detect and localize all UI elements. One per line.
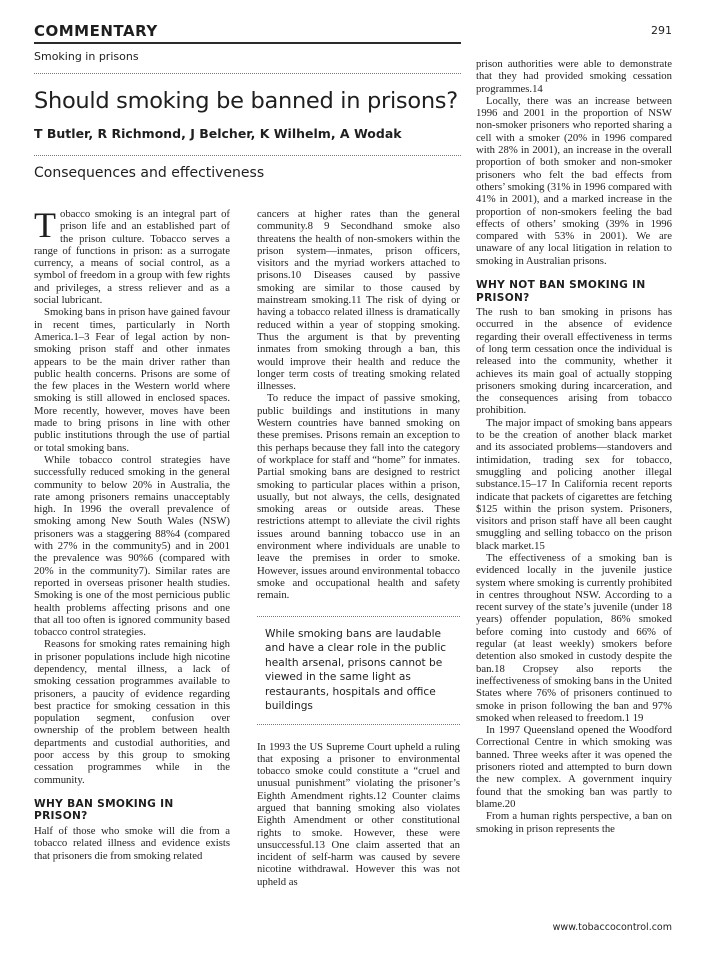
paragraph: In 1993 the US Supreme Court upheld a ruling that exposing a prisoner to environmental tobacco smoke could constitute a “cruel and unusual punishment” violating the prisoner’s Eighth Amendment rights.12 Counter claims argued that banning smoking also violates Eighth Amendment or other constitutional rights to smoke. However, these were unsuccessful.13 One claim asserted that an incident of self-harm was caused by severe nicotine withdrawal. However this was not upheld as bbox=[257, 740, 460, 888]
drop-cap: T bbox=[34, 205, 56, 245]
pull-quote: While smoking bans are laudable and have a clear role in the public health arsenal, prisons cannot be viewed in the same light as restaurants, hospitals and office buildings bbox=[257, 616, 460, 725]
paragraph: Locally, there was an increase between 1996 and 2001 in the proportion of NSW non-smoker prisoners who reported sharing a cell with a smoker (20% in 1996 compared with 28% in 2001), an increase in the overall proportion of both smoker and non-smoker prisoners who felt the bad effects from others’ smoking (31% in 1996 compared with 41% in 2001), and a marked increase in the proportion of non-smokers feeling the bad effects of others’ smoking (39% in 1996 compared with 53% in 2001). We are unaware of any local litigation in relation to smoking in Australian prisons. bbox=[476, 94, 672, 267]
paragraph: In 1997 Queensland opened the Woodford Correctional Centre in which smoking was banned. Three weeks after it was opened the prisoners rioted and attempted to burn down the new complex. A government inquiry found that the smoking ban was partly to blame.20 bbox=[476, 724, 672, 810]
text-column-2 bbox=[257, 208, 460, 888]
paragraph-text: obacco smoking is an integral part of prison life and an established part of the prison culture. Tobacco serves a range of functions in prison: as a surrogate currency, a means of social control, as a symbol of freedom in a group with few rights and privileges, a stress reliever and as a social lubricant. bbox=[34, 208, 230, 307]
paragraph: cancers at higher rates than the general community.8 9 Secondhand smoke also threatens the health of non-smokers within the prison system—inmates, prison officers, visitors and the myriad workers attached to prisons.10 Diseases caused by passive smoking are similar to those caused by mainstream smoking.11 The risk of dying or having a tobacco related illness is dramatically reduced within a year of stopping smoking. Thus the argument is that by preventing inmates from smoking through a ban, this would improve their health and reduce the longer term costs of treating smoking related illnesses. bbox=[257, 208, 460, 393]
subsection-label: Smoking in prisons bbox=[34, 50, 139, 63]
paragraph: To reduce the impact of passive smoking, public buildings and institutions in many Western countries have banned smoking on these premises. Prisons remain an exception to this perhaps because they fall into the category of workplace for staff and “home” for inmates. Partial smoking bans are designed to restrict smoking to particular places within a prison, usually, but not always, the cells, designated smoking areas or outside areas. These restrictions attempt to alleviate the civil rights issues around banning tobacco use in an environment where individuals are unable to leave the premises in order to smoke. However, issues around environmental tobacco smoke and occupational health and safety remain. bbox=[257, 392, 460, 602]
paragraph: Reasons for smoking rates remaining high in prisoner populations include high nicotine dependency, mental illness, a lack of smoking cessation programmes available to prisoners, a paucity of evidence regarding best practice for smoking cessation in this population segment, confusion over ownership of the problem between health departments and custodial authorities, and poor access by this group to smoking cessation programmes while in the community. bbox=[34, 638, 230, 786]
header-rule bbox=[34, 42, 461, 44]
text-column-3 bbox=[476, 58, 672, 835]
paragraph: Half of those who smoke will die from a tobacco related illness and evidence exists that prisoners die from smoking related bbox=[34, 824, 230, 862]
dotted-divider bbox=[34, 155, 461, 156]
paragraph: The effectiveness of a smoking ban is evidenced locally in the juvenile justice system where smoking is currently prohibited in centres throughout NSW. According to a recent survey of the state’s juvenile (under 18 years) offender population, 86% smoked before coming into custody and 66% of regular (at least weekly) smokers before detention also smoked in custody despite the ban.18 Cropsey also reports the ineffectiveness of smoking bans in the United States where 76% of prisoners continued to smoke in prison following the ban and 97% smoked when released to freedom.1 19 bbox=[476, 551, 672, 724]
paragraph: The major impact of smoking bans appears to be the creation of another black market and its associated problems—standovers and intimidation, trading sex for tobacco, smuggling and policing another illegal substance.15–17 In California recent reports indicate that packets of cigarettes are fetching $125 within the prison system. Prisoners, visitors and prison staff have all been caught smuggling and selling tobacco on the prison black market.15 bbox=[476, 416, 672, 552]
paragraph: Smoking bans in prison have gained favour in recent times, particularly in North America.1–3 Fear of legal action by non-smoking prison staff and other inmates appears to be the main driver rather than public health concerns. Prisons are some of the few places in the Western world where smoking is still allowed in enclosed spaces. More recently, however, moves have been made to bring prisons in line with other public institutions through the use of partial or total smoking bans. bbox=[34, 306, 230, 454]
article-authors: T Butler, R Richmond, J Belcher, K Wilhelm, A Wodak bbox=[34, 126, 402, 141]
footer-url: www.tobaccocontrol.com bbox=[552, 922, 672, 933]
subheading-why-ban: WHY BAN SMOKING IN PRISON? bbox=[34, 797, 174, 823]
paragraph: The rush to ban smoking in prisons has occurred in the absence of evidence regarding their overall effectiveness in terms of long term cessation once the individual is released into the community, whether it achieves its main goal of actually stopping prisoners smoking during incarceration, and the consequences arising from tobacco prohibition. bbox=[476, 306, 672, 417]
text-column-1 bbox=[34, 205, 230, 862]
article-title: Should smoking be banned in prisons? bbox=[34, 88, 458, 114]
section-heading: Consequences and effectiveness bbox=[34, 165, 265, 181]
section-label: COMMENTARY bbox=[34, 22, 158, 40]
paragraph bbox=[34, 205, 230, 307]
page-number: 291 bbox=[651, 24, 672, 37]
paragraph: While tobacco control strategies have successfully reduced smoking in the general community to below 20% in Australia, the rate among prisoners remains unacceptably high. In 1996 the overall prevalence of smoking among New South Wales (NSW) prisoners was a staggering 88%4 (compared with 27% in the community5) and in 2001 the prevalence was 90%6 (compared with 20% in the community7). Similar rates are reported in overseas prisoner health studies. Smoking is one of the most pernicious public health problems affecting prisons and one that all too often is ignored community based tobacco control strategies. bbox=[34, 453, 230, 639]
subheading-why-not-ban: WHY NOT BAN SMOKING IN PRISON? bbox=[476, 279, 646, 304]
dotted-divider bbox=[34, 73, 461, 74]
paragraph: From a human rights perspective, a ban on smoking in prison represents the bbox=[476, 810, 672, 835]
paragraph: prison authorities were able to demonstrate that they had provided smoking cessation programmes.14 bbox=[476, 58, 672, 95]
